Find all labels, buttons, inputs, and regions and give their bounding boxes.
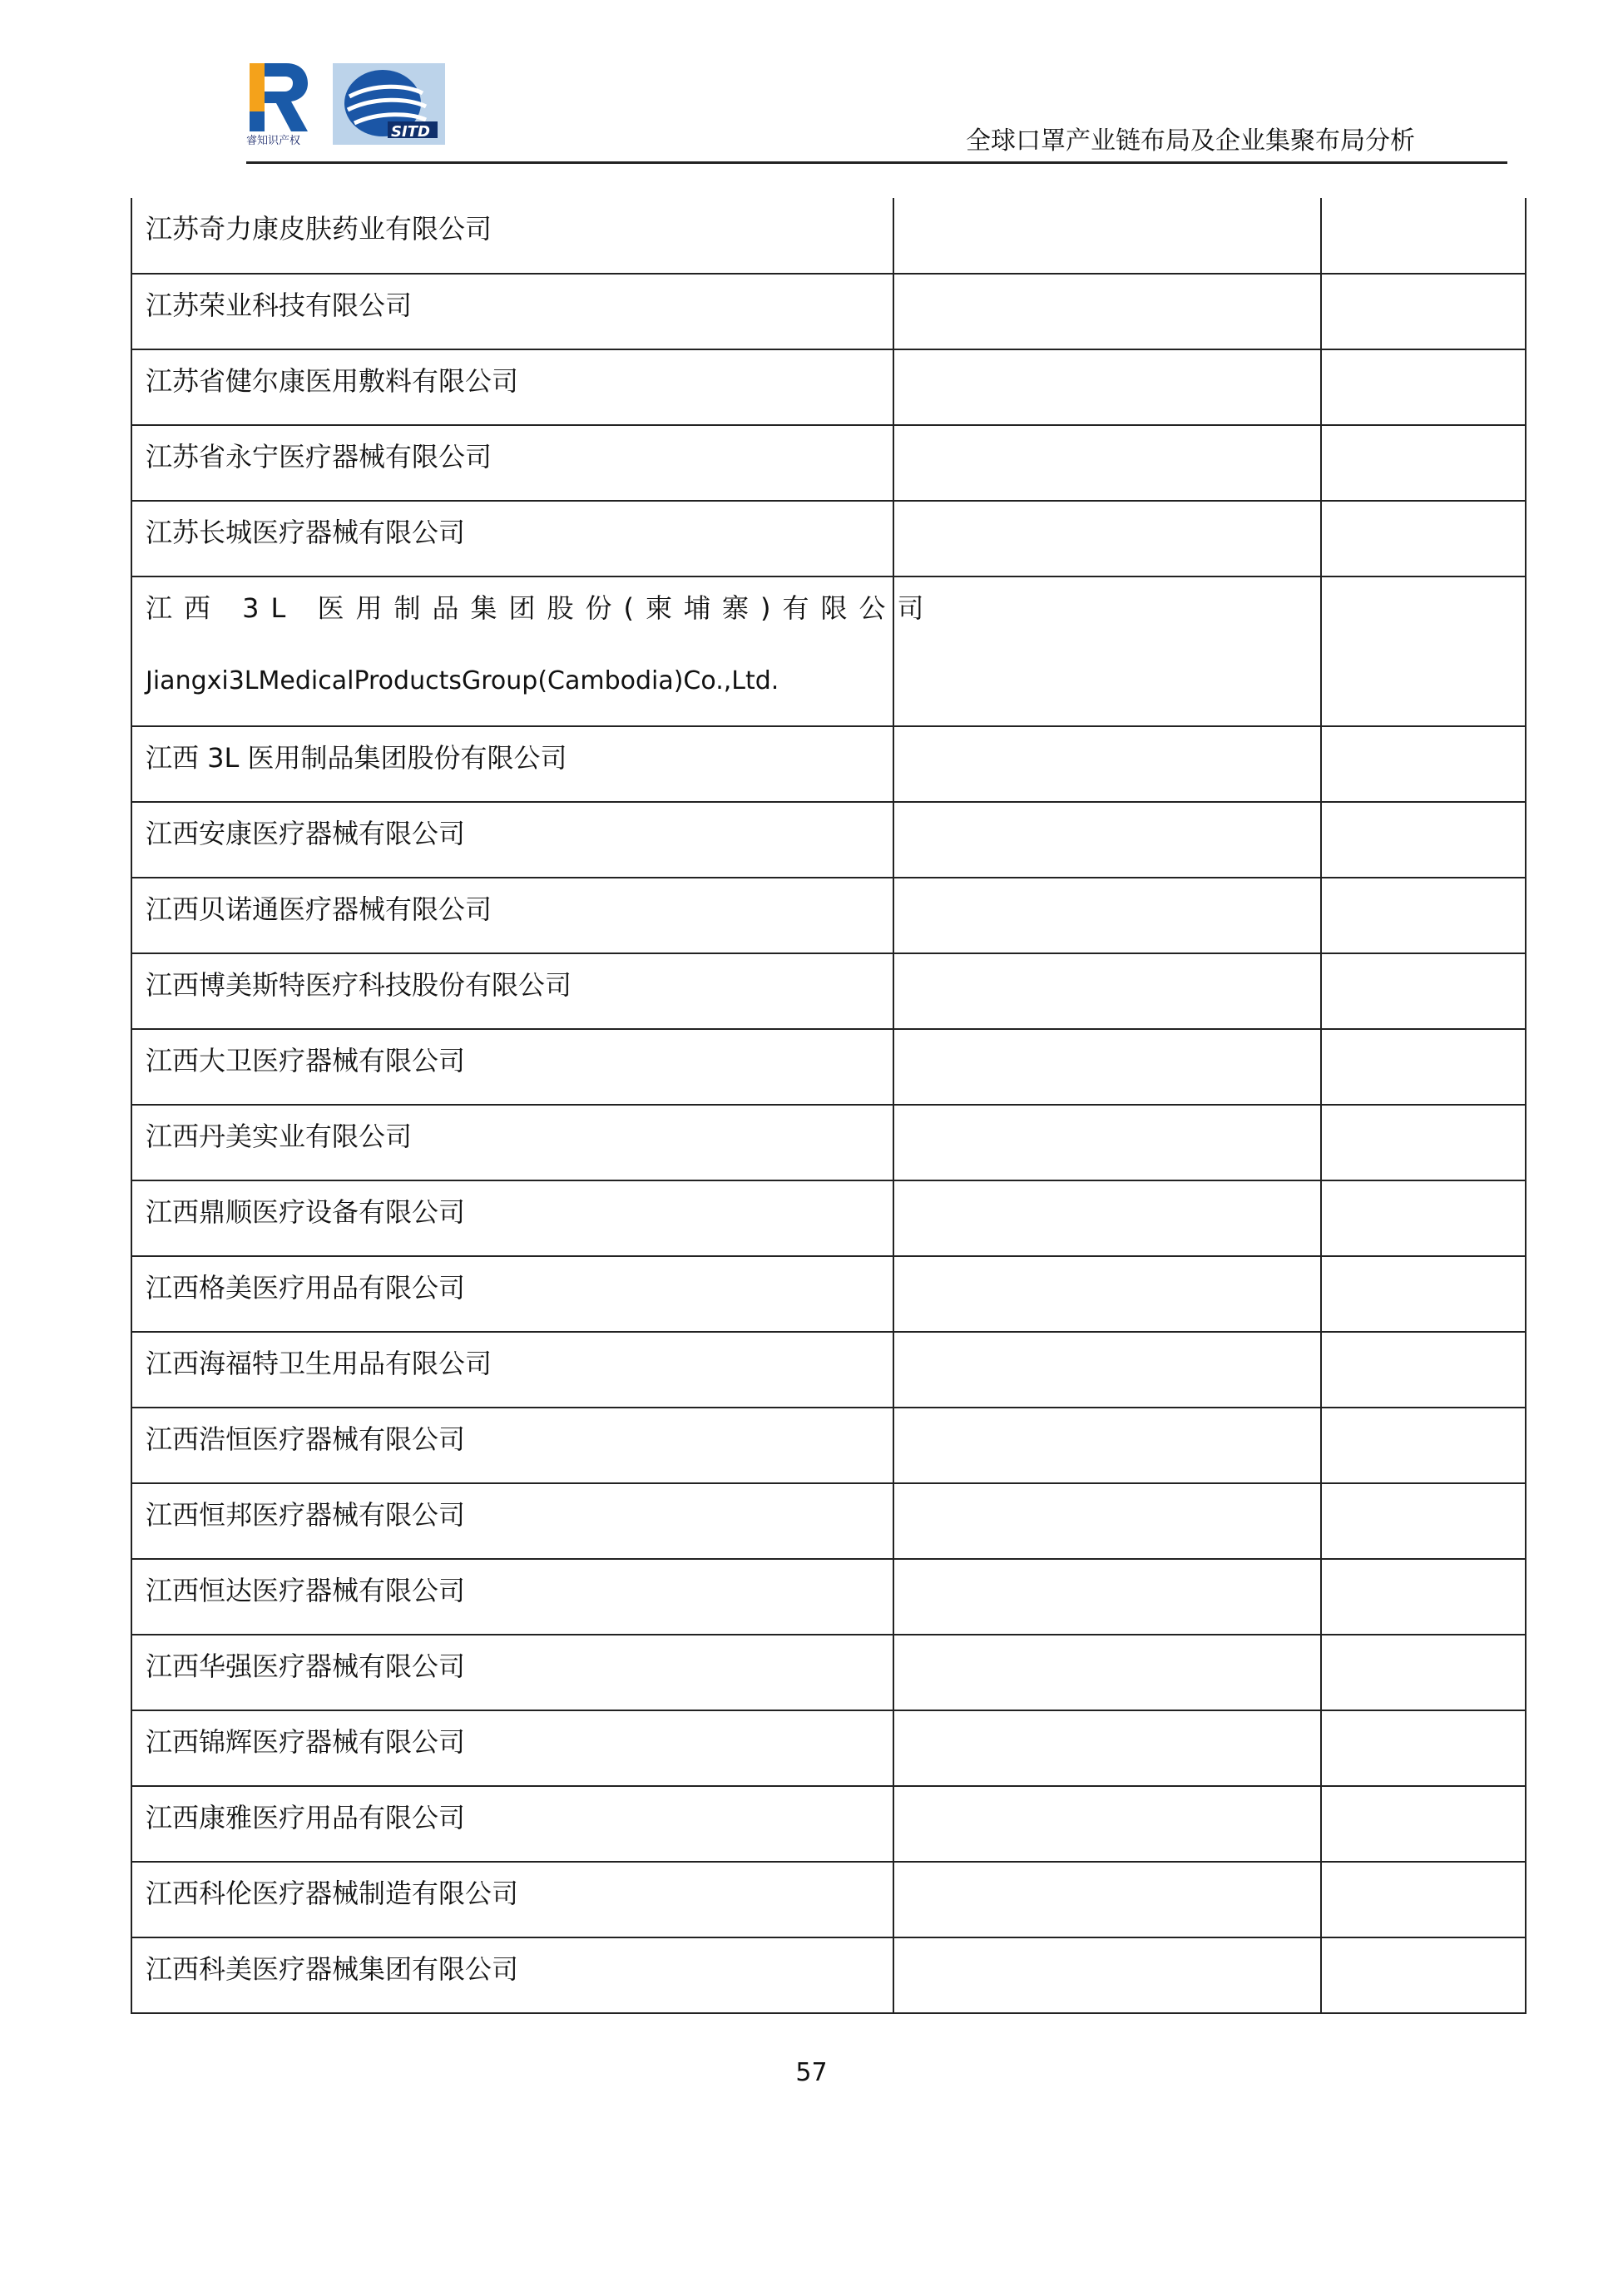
empty-cell bbox=[893, 953, 1321, 1029]
company-name-cell bbox=[131, 1559, 893, 1635]
company-name-cell bbox=[131, 1710, 893, 1786]
empty-cell bbox=[1321, 726, 1526, 802]
table-row bbox=[131, 1256, 1526, 1332]
empty-cell bbox=[893, 198, 1321, 274]
company-name-cell bbox=[131, 1635, 893, 1710]
page-number: 57 bbox=[795, 2058, 828, 2087]
empty-cell bbox=[893, 1105, 1321, 1180]
table-row bbox=[131, 198, 1526, 274]
empty-cell bbox=[1321, 1862, 1526, 1937]
empty-cell bbox=[893, 1710, 1321, 1786]
table-row bbox=[131, 1937, 1526, 2013]
company-name: 江西康雅医疗用品有限公司 bbox=[146, 1802, 466, 1833]
company-table bbox=[131, 198, 1497, 2014]
table-row bbox=[131, 1483, 1526, 1559]
company-name-cell bbox=[131, 1786, 893, 1862]
company-name-cell bbox=[131, 576, 936, 726]
empty-cell bbox=[893, 425, 1321, 501]
empty-cell bbox=[893, 878, 1321, 953]
table-row bbox=[131, 1862, 1526, 1937]
empty-cell bbox=[1321, 1105, 1526, 1180]
empty-cell bbox=[893, 1029, 1321, 1105]
empty-cell bbox=[893, 1256, 1321, 1332]
empty-cell bbox=[893, 726, 1321, 802]
empty-cell bbox=[1321, 1029, 1526, 1105]
empty-cell bbox=[1321, 1786, 1526, 1862]
empty-cell bbox=[1321, 425, 1526, 501]
company-name-cell bbox=[131, 1862, 893, 1937]
company-name: 江西科伦医疗器械制造有限公司 bbox=[146, 1878, 519, 1909]
company-name-cell bbox=[131, 1937, 893, 2013]
empty-cell bbox=[1321, 274, 1526, 349]
empty-cell bbox=[893, 1332, 1321, 1408]
company-name-cell bbox=[131, 1256, 893, 1332]
company-name-cell bbox=[131, 1029, 893, 1105]
company-name-english: Jiangxi3LMedicalProductsGroup(Cambodia)Co.,Ltd. bbox=[146, 666, 779, 695]
empty-cell bbox=[1321, 501, 1526, 576]
table-row bbox=[131, 878, 1526, 953]
empty-cell bbox=[893, 1786, 1321, 1862]
empty-cell bbox=[893, 802, 1321, 878]
table-row bbox=[131, 425, 1526, 501]
company-name: 江苏省永宁医疗器械有限公司 bbox=[146, 441, 492, 473]
company-name: 江西博美斯特医疗科技股份有限公司 bbox=[146, 969, 572, 1001]
company-name: 江西贝诺通医疗器械有限公司 bbox=[146, 893, 492, 925]
page-header-title: 全球口罩产业链布局及企业集聚布局分析 bbox=[966, 126, 1415, 156]
company-name-cell bbox=[131, 953, 893, 1029]
table-row bbox=[131, 1786, 1526, 1862]
company-name: 江西浩恒医疗器械有限公司 bbox=[146, 1423, 466, 1455]
table-row bbox=[131, 576, 1526, 726]
empty-cell bbox=[1321, 878, 1526, 953]
company-name-cell bbox=[131, 1105, 893, 1180]
empty-cell bbox=[1321, 953, 1526, 1029]
company-name: 江苏荣业科技有限公司 bbox=[146, 289, 413, 321]
company-name-cell bbox=[131, 198, 893, 274]
empty-cell bbox=[893, 501, 1321, 576]
company-name-cell bbox=[131, 1332, 893, 1408]
empty-cell bbox=[893, 1862, 1321, 1937]
company-name: 江西 3L 医用制品集团股份(柬埔寨)有限公司 bbox=[146, 592, 936, 624]
company-name: 江西 3L 医用制品集团股份有限公司 bbox=[146, 742, 567, 774]
company-name: 江西格美医疗用品有限公司 bbox=[146, 1272, 466, 1304]
logo-badge-text: SITD bbox=[391, 123, 430, 141]
table-row bbox=[131, 349, 1526, 425]
empty-cell bbox=[893, 1180, 1321, 1256]
table-row bbox=[131, 1180, 1526, 1256]
table-row bbox=[131, 1635, 1526, 1710]
empty-cell bbox=[1321, 1483, 1526, 1559]
table-row bbox=[131, 1559, 1526, 1635]
empty-cell bbox=[1321, 1256, 1526, 1332]
company-name: 江西恒邦医疗器械有限公司 bbox=[146, 1499, 466, 1531]
empty-cell bbox=[1321, 1937, 1526, 2013]
table-row bbox=[131, 1408, 1526, 1483]
company-name: 江西海福特卫生用品有限公司 bbox=[146, 1348, 492, 1379]
company-name: 江西丹美实业有限公司 bbox=[146, 1121, 413, 1152]
empty-cell bbox=[1321, 349, 1526, 425]
company-name-cell bbox=[131, 425, 893, 501]
company-name: 江西科美医疗器械集团有限公司 bbox=[146, 1953, 519, 1985]
empty-cell bbox=[893, 1559, 1321, 1635]
header-divider bbox=[246, 161, 1507, 164]
table-row bbox=[131, 1332, 1526, 1408]
company-name-cell bbox=[131, 878, 893, 953]
company-name: 江西恒达医疗器械有限公司 bbox=[146, 1575, 466, 1606]
company-name: 江西安康医疗器械有限公司 bbox=[146, 818, 466, 849]
table-row bbox=[131, 501, 1526, 576]
table-row bbox=[131, 802, 1526, 878]
table-row bbox=[131, 726, 1526, 802]
company-name-cell bbox=[131, 1180, 893, 1256]
company-name: 江苏长城医疗器械有限公司 bbox=[146, 517, 466, 548]
company-name-cell bbox=[131, 501, 893, 576]
empty-cell bbox=[893, 576, 1321, 726]
empty-cell bbox=[893, 1408, 1321, 1483]
company-name-cell bbox=[131, 1408, 893, 1483]
empty-cell bbox=[893, 274, 1321, 349]
empty-cell bbox=[1321, 198, 1526, 274]
table-row bbox=[131, 1105, 1526, 1180]
company-name: 江西锦辉医疗器械有限公司 bbox=[146, 1726, 466, 1758]
empty-cell bbox=[1321, 576, 1526, 726]
company-name: 江西鼎顺医疗设备有限公司 bbox=[146, 1196, 466, 1228]
empty-cell bbox=[1321, 1180, 1526, 1256]
company-name-cell bbox=[131, 726, 893, 802]
empty-cell bbox=[1321, 1408, 1526, 1483]
empty-cell bbox=[1321, 802, 1526, 878]
empty-cell bbox=[1321, 1559, 1526, 1635]
empty-cell bbox=[893, 349, 1321, 425]
logo-caption: 睿知识产权 bbox=[246, 135, 301, 147]
company-name-cell bbox=[131, 349, 893, 425]
table-row bbox=[131, 274, 1526, 349]
table-row bbox=[131, 1710, 1526, 1786]
company-name-cell bbox=[131, 1483, 893, 1559]
company-name-cell bbox=[131, 802, 893, 878]
company-name: 江苏奇力康皮肤药业有限公司 bbox=[146, 213, 492, 245]
empty-cell bbox=[1321, 1710, 1526, 1786]
empty-cell bbox=[893, 1635, 1321, 1710]
company-name: 江西大卫医疗器械有限公司 bbox=[146, 1045, 466, 1076]
empty-cell bbox=[1321, 1332, 1526, 1408]
empty-cell bbox=[893, 1937, 1321, 2013]
company-name-cell bbox=[131, 274, 893, 349]
company-name: 江西华强医疗器械有限公司 bbox=[146, 1650, 466, 1682]
empty-cell bbox=[1321, 1635, 1526, 1710]
table-row bbox=[131, 953, 1526, 1029]
company-name: 江苏省健尔康医用敷料有限公司 bbox=[146, 365, 519, 397]
table-row bbox=[131, 1029, 1526, 1105]
page-header bbox=[0, 0, 1623, 166]
empty-cell bbox=[893, 1483, 1321, 1559]
